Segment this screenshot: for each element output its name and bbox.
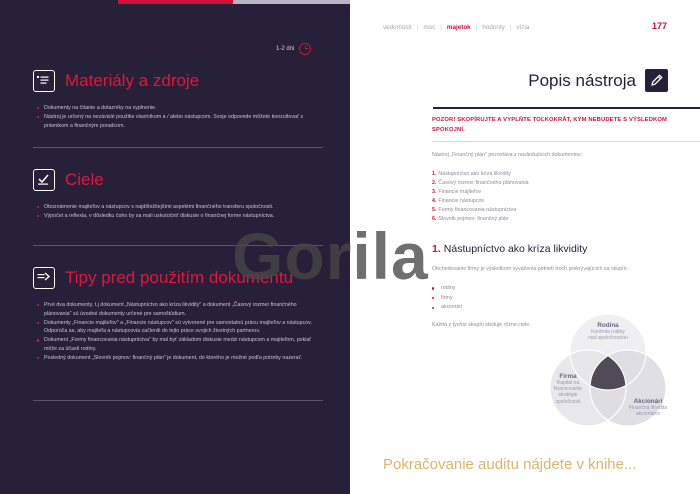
nav-item-vision[interactable]: vízia [516, 24, 530, 31]
warning-text: POZOR! SKOPÍRUJTE A VYPLŇTE TOĽKOKRÁT, KÝM NEBUDETE S VÝSLEDKOM SPOKOJNÍ. [432, 117, 668, 133]
nav-item-values[interactable]: hodnoty [482, 24, 505, 31]
section-list [33, 301, 323, 363]
checklist-icon [33, 169, 55, 191]
section-divider [33, 400, 323, 401]
section-title: Tipy pred použitím dokumentu [65, 268, 294, 287]
document-item: 3. Financie majiteľov [432, 189, 482, 196]
watermark: Gorila [232, 219, 429, 293]
top-accent-bar [118, 0, 233, 4]
document-list [432, 170, 529, 225]
section-header [33, 67, 323, 95]
venn-label-firm: Firma Kapitál na financovanie stratégie spoločnosti [553, 373, 583, 405]
clock-icon [299, 43, 311, 55]
group-list [432, 284, 462, 313]
list-item: firmy [432, 294, 462, 304]
nav-item-property[interactable]: majetok [446, 24, 471, 31]
continue-link[interactable]: Pokračovanie auditu nájdete v knihe... [383, 456, 637, 473]
page-title: Popis nástroja [528, 70, 636, 90]
list-item: akcionári [432, 303, 462, 313]
list-item: Posledný dokument „Slovník pojmov: finančný plán" je dokument, do ktorého je možné podľa potreby nazerať. [37, 354, 323, 363]
section-header [33, 264, 323, 292]
list-item: Dokumenty „Financie majiteľov" a „Financie nástupcov" sú vytvorené pre samostatnú prácu majiteľov a nástupcov. Odporúča sa, aby majiteľa a nástupcovia začlenili do tejto práce svojich životných partnerov. [37, 319, 323, 337]
tips-document-icon [33, 267, 55, 289]
list-item: Nástroj je určený na nezávislé použitie vlastníkom a / alebo nástupcom. Svoje odpovede môžete konzultovať s právnikom a finančným poradcom. [37, 113, 323, 131]
document-item: 5. Formy financovania nástupníctva [432, 207, 517, 214]
intro-text: Nástroj „Finančný plán" pozostáva z nasledujúcich dokumentov: [432, 152, 582, 158]
section-materials [33, 67, 323, 130]
subsection-heading: 1. Nástupníctvo ako kríza likvidity [432, 243, 588, 255]
title-divider [433, 107, 700, 109]
venn-label-family: Rodina Kontrola rodiny nad spoločnosťou [588, 322, 628, 342]
topic-nav: vedomosti | moc | majetok | hodnoty | vízia [383, 24, 530, 31]
section-title: Materiály a zdroje [65, 71, 200, 90]
list-item: Dokument „Formy financovania nástupníctva" by mal byť základom diskusie medzi nástupcom a majiteľom, pokiaľ môže za účasti rodiny. [37, 336, 323, 354]
section-title: Ciele [65, 170, 104, 189]
document-item: 6. Slovník pojmov: finančný plán [432, 216, 509, 223]
duration-indicator [276, 43, 311, 55]
section-goals [33, 166, 323, 221]
section-divider [33, 147, 323, 148]
document-item: 1. Nástupníctvo ako kríza likvidity [432, 171, 511, 177]
list-item: Dokumenty na čítanie a dotazníky na vyplnenie. [37, 104, 323, 113]
list-item: Oboznámenie majiteľov a nástupcov s najdôležitejšími aspektmi finančného transferu spoločnosti. [37, 203, 323, 212]
page-number: 177 [651, 21, 667, 31]
right-page [350, 0, 700, 494]
duration-label: 1-2 dni [276, 46, 295, 52]
section-list [33, 104, 323, 130]
section-tips [33, 264, 323, 363]
document-item: 4. Financie nástupcov [432, 198, 485, 205]
top-accent-bar-light [233, 0, 350, 4]
tool-title-row [528, 69, 668, 92]
venn-label-shareholders: Akcionári Finančná likvidita akcionárov [628, 398, 668, 418]
groups-note: Každá z týchto skupín sleduje rôzne ciele. [432, 322, 531, 328]
section-header [33, 166, 323, 194]
warning-divider [432, 141, 700, 142]
list-item: Výpočet a reflexia, v dôsledku čoho by sa mali uskutočniť diskusie o finančnej forme nástupníctva. [37, 212, 323, 221]
section-list [33, 203, 323, 221]
document-list-icon [33, 70, 55, 92]
subsection-text: Obchodovanie firmy je výsledkom vyváženia potrieb troch prekrývajúcich sa skupín: [432, 266, 629, 272]
document-item: 2. Časový rozmer finančného plánovania [432, 180, 529, 187]
list-item: Prvé dva dokumenty, t.j dokument „Nástupníctvo ako kríza likvidity" a dokument „Časový rozmer finančného plánovania" sú úvodné dokumenty určené pre samoštúdium. [37, 301, 323, 319]
nav-item-power[interactable]: moc [423, 24, 436, 31]
section-divider [33, 245, 323, 246]
list-item: rodiny [432, 284, 462, 294]
nav-item-knowledge[interactable]: vedomosti [383, 24, 412, 31]
pencil-icon [645, 69, 668, 92]
venn-diagram [540, 306, 700, 441]
